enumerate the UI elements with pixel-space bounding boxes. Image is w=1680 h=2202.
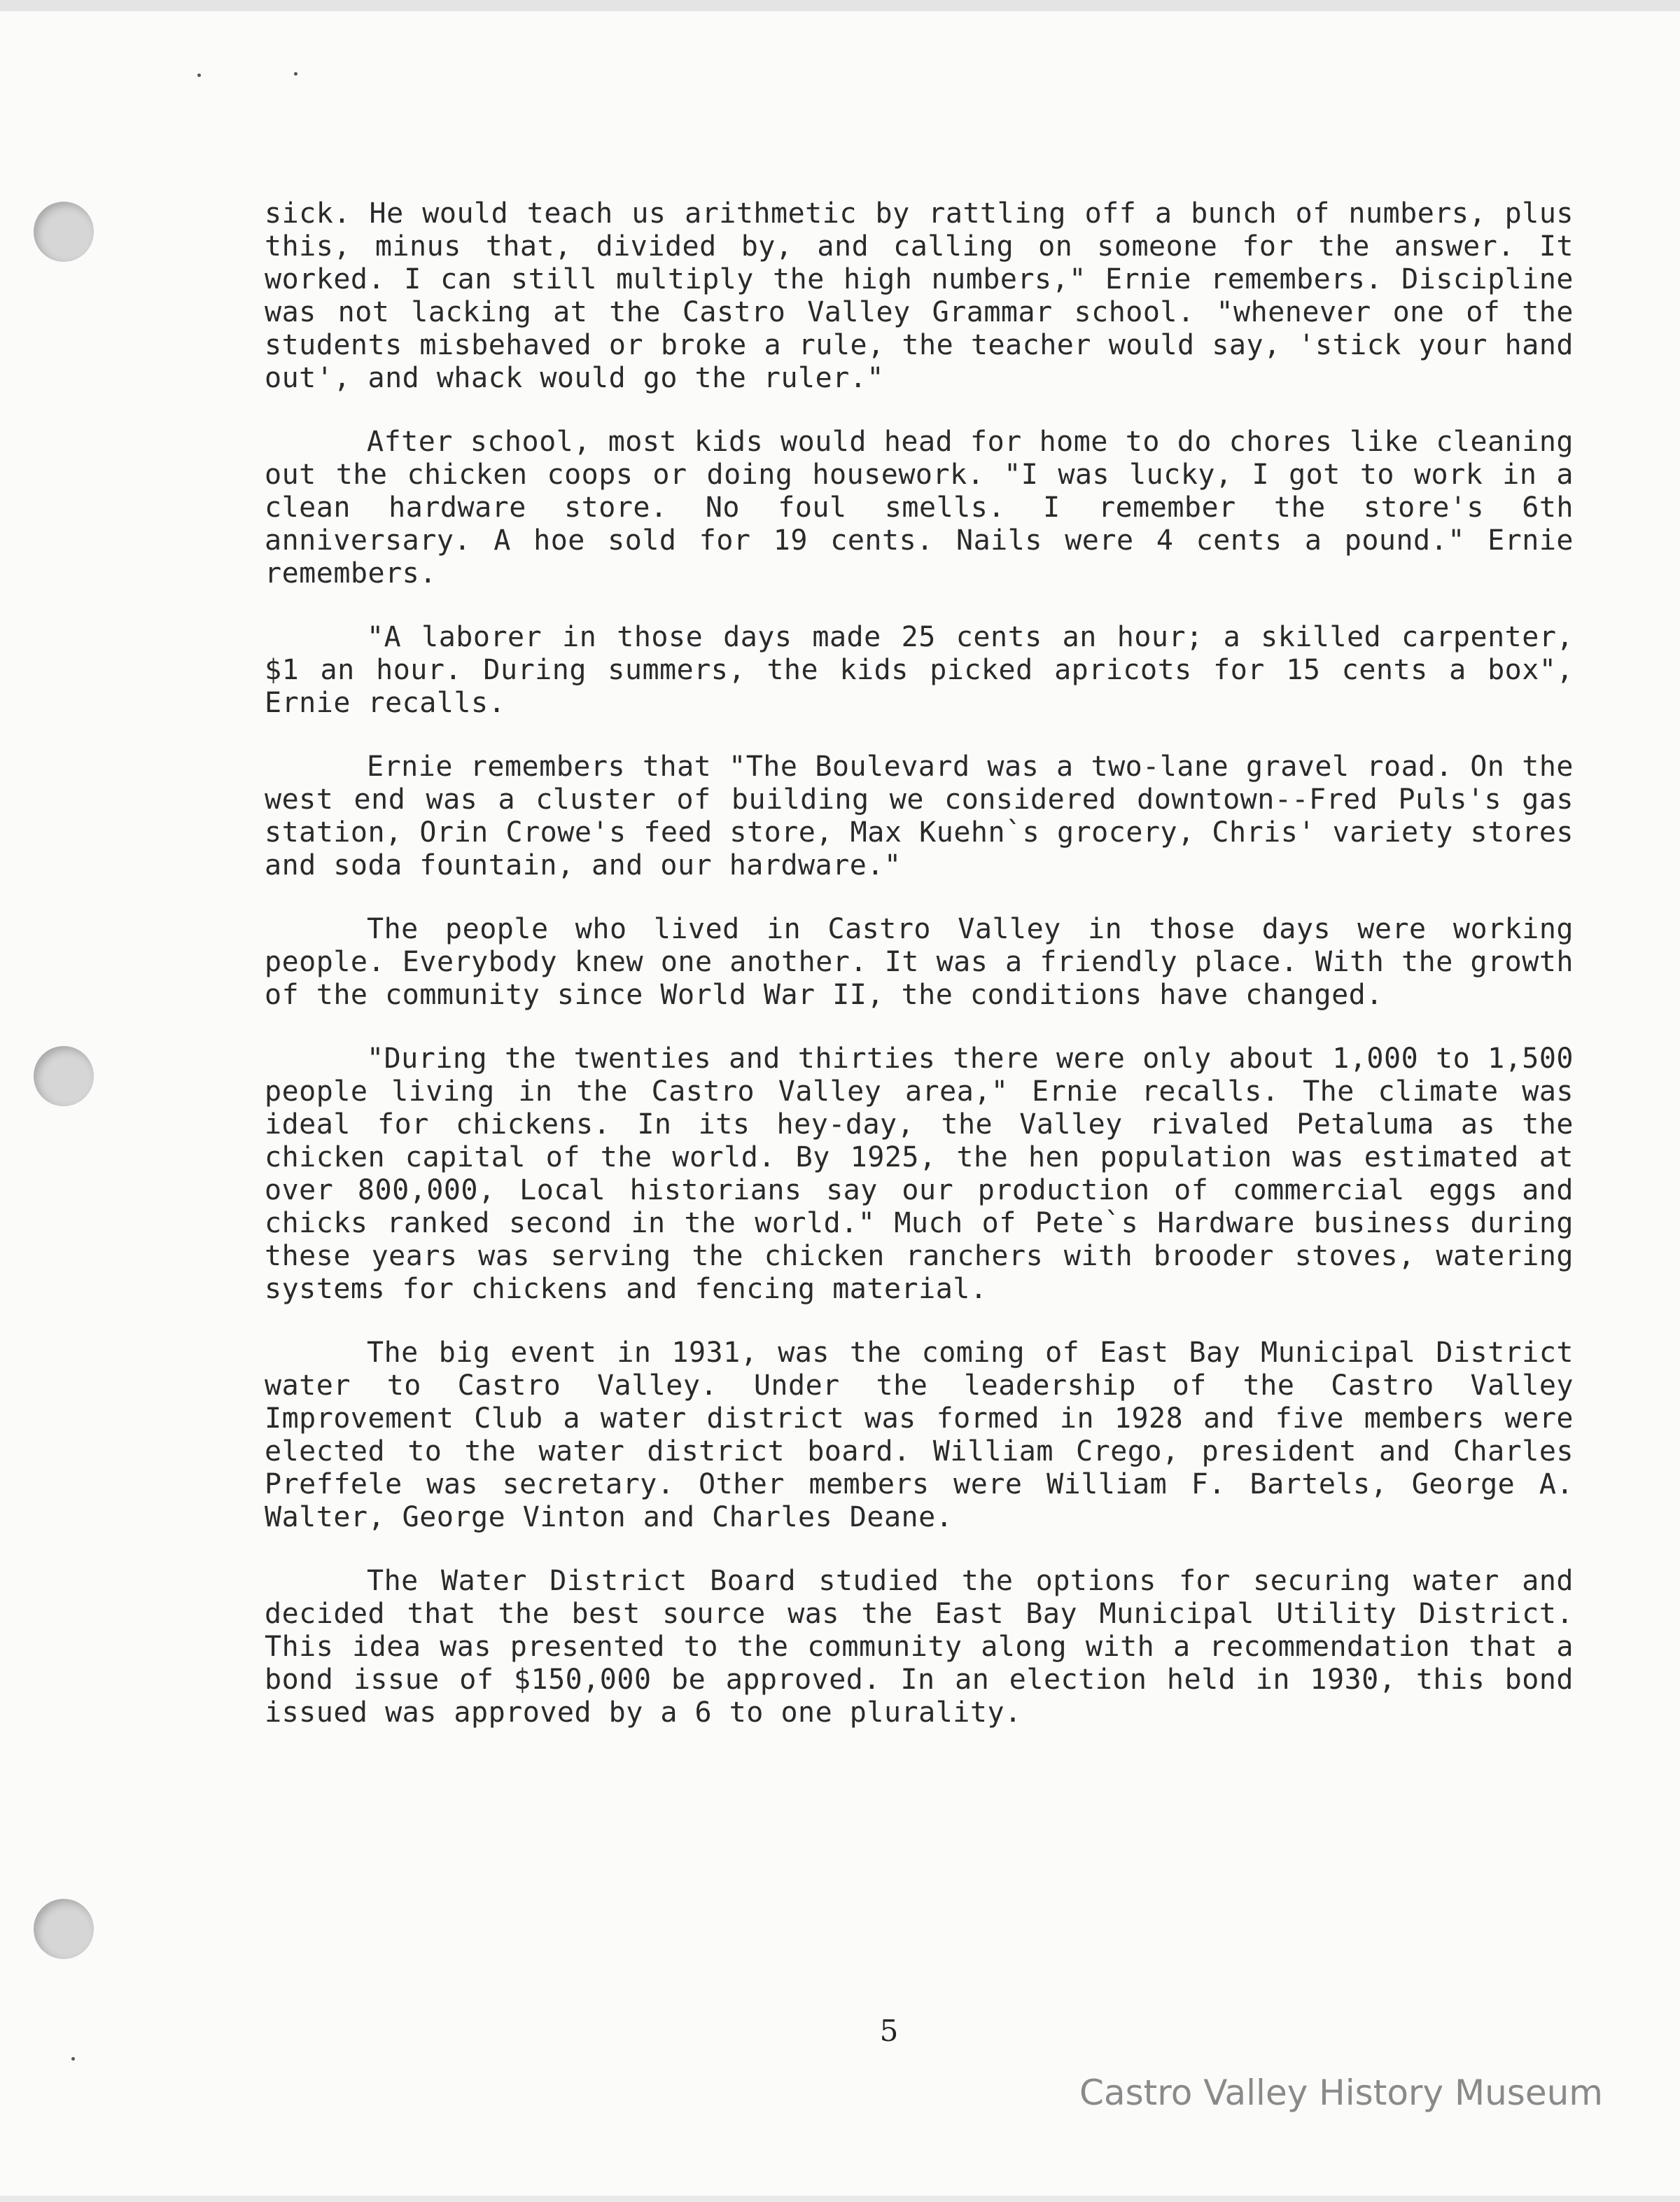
binder-hole-bottom (34, 1899, 94, 1959)
scan-speck (197, 74, 201, 77)
paragraph: The people who lived in Castro Valley in those days were working people. Everybody knew one another. It was a friendly place. With the growth of the community since World War II, the conditions have changed. (265, 913, 1574, 1011)
museum-watermark: Castro Valley History Museum (1079, 2072, 1603, 2113)
paragraph: The Water District Board studied the options for securing water and decided that the best source was the East Bay Municipal Utility District. This idea was presented to the community along with a recommendation that a bond issue of $150,000 be approved. In an election held in 1930, this bond issued was approved by a 6 to one plurality. (265, 1565, 1574, 1729)
paragraph: After school, most kids would head for home to do chores like cleaning out the chicken coops or doing housework. "I was lucky, I got to work in a clean hardware store. No foul smells. I remember the store's 6th anniversary. A hoe sold for 19 cents. Nails were 4 cents a pound." Ernie remembers. (265, 426, 1574, 590)
scan-speck (294, 72, 298, 76)
paragraph: "A laborer in those days made 25 cents an hour; a skilled carpenter, $1 an hour. During summers, the kids picked apricots for 15 cents a box", Ernie recalls. (265, 621, 1574, 719)
scan-bottom-edge (0, 2196, 1680, 2202)
paragraph: "During the twenties and thirties there were only about 1,000 to 1,500 people living in the Castro Valley area," Ernie recalls. The climate was ideal for chickens. In its hey-day, the Valley rivaled Petaluma as the chicken capital of the world. By 1925, the hen population was estimated at over 800,000, Local historians say our production of commercial eggs and chicks ranked second in the world." Much of Pete`s Hardware business during these years was serving the chicken ranchers with brooder stoves, watering systems for chickens and fencing material. (265, 1043, 1574, 1305)
scan-speck (71, 2057, 75, 2061)
binder-hole-top (34, 202, 94, 262)
scan-top-edge (0, 0, 1680, 11)
paragraph: sick. He would teach us arithmetic by rattling off a bunch of numbers, plus this, minus that, divided by, and calling on someone for the answer. It worked. I can still multiply the high numbers," Ernie remembers. Discipline was not lacking at the Castro Valley Grammar school. "whenever one of the students misbehaved or broke a rule, the teacher would say, 'stick your hand out', and whack would go the ruler." (265, 197, 1574, 394)
paragraph: Ernie remembers that "The Boulevard was a two-lane gravel road. On the west end was a cluster of building we considered downtown--Fred Puls's gas station, Orin Crowe's feed store, Max Kuehn`s grocery, Chris' variety stores and soda fountain, and our hardware." (265, 751, 1574, 882)
page-number: 5 (879, 2014, 899, 2048)
binder-hole-middle (34, 1046, 94, 1106)
paragraph: The big event in 1931, was the coming of East Bay Municipal District water to Castro Valley. Under the leadership of the Castro Valley Improvement Club a water district was formed in 1928 and five members were elected to the water district board. William Crego, president and Charles Preffele was secretary. Other members were William F. Bartels, George A. Walter, George Vinton and Charles Deane. (265, 1337, 1574, 1533)
document-body (265, 197, 1574, 1760)
